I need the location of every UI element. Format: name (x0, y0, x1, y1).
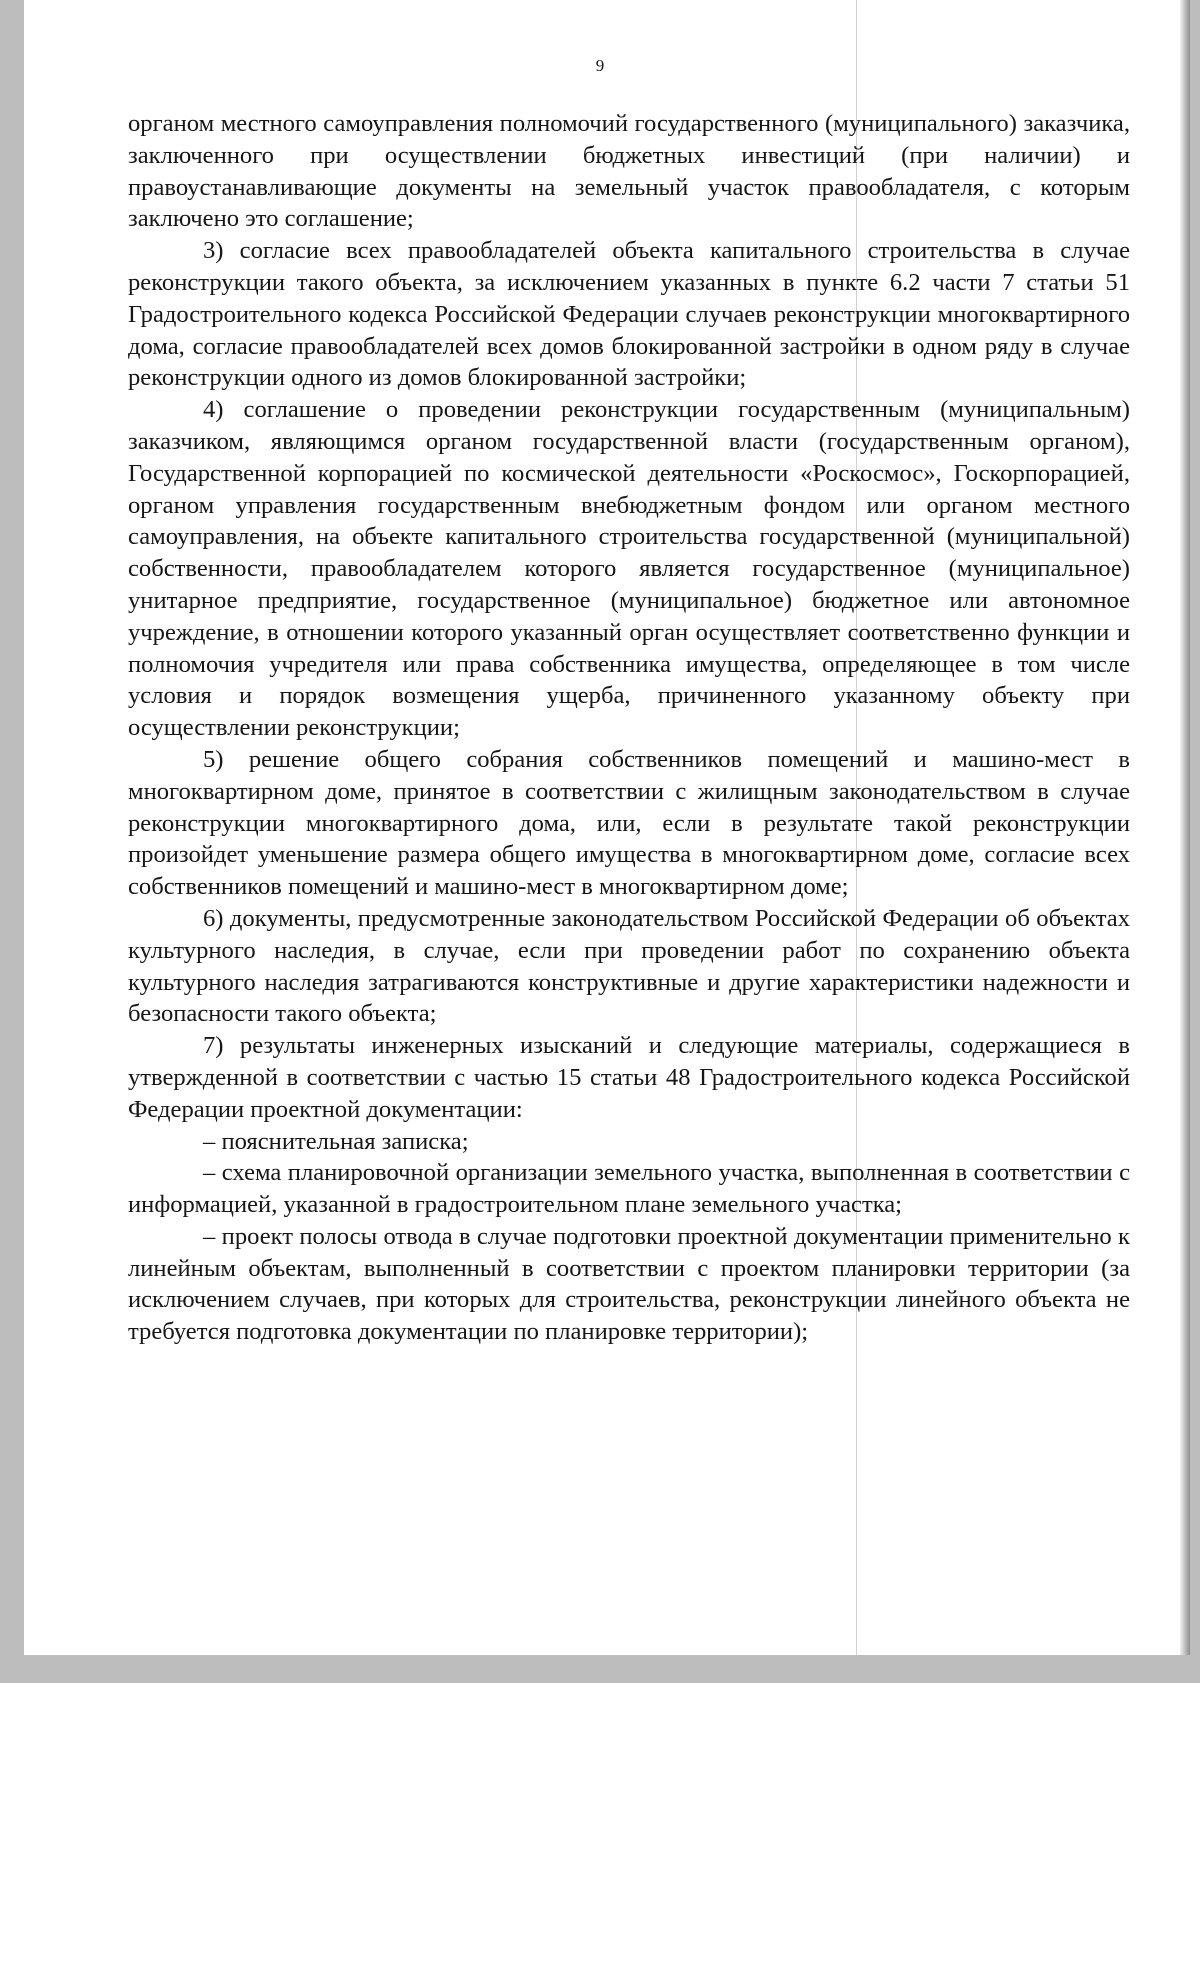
paragraph-item-4: 4) соглашение о проведении реконструкции государственным (муниципальным) заказчиком, являющимся органом государственной власти (государственным органом), Государственной корпорацией по космической деятельности «Роскосмос», Госкорпорацией, органом управления государственным внебюджетным фондом или органом местного самоуправления, на объекте капитального строительства государственной (муниципальной) собственности, правообладателем которого является государственное (муниципальное) унитарное предприятие, государственное (муниципальное) бюджетное или автономное учреждение, в отношении которого указанный орган осуществляет соответственно функции и полномочия учредителя или права собственника имущества, определяющее в том числе условия и порядок возмещения ущерба, причиненного указанному объекту при осуществлении реконструкции; (128, 396, 1130, 742)
paragraph-item-6: 6) документы, предусмотренные законодательством Российской Федерации об объектах культурного наследия, в случае, если при проведении работ по сохранению объекта культурного наследия затрагиваются конструктивные и другие характеристики надежности и безопасности такого объекта; (128, 904, 1130, 1028)
list-item-explanatory-note: – пояснительная записка; (203, 1127, 469, 1155)
paragraph-item-3: 3) согласие всех правообладателей объекта капитального строительства в случае реконструкции такого объекта, за исключением указанных в пункте 6.2 части 7 статьи 51 Градостроительного кодекса Российской Федерации случаев реконструкции многоквартирного дома, согласие правообладателей всех домов блокированной застройки в одном ряду в случае реконструкции одного из домов блокированной застройки; (128, 237, 1130, 392)
page-number: 9 (595, 56, 605, 75)
page-edge-shadow (1180, 0, 1190, 1655)
paragraph-item-7: 7) результаты инженерных изысканий и следующие материалы, содержащиеся в утвержденной в соответствии с частью 15 статьи 48 Градостроительного кодекса Российской Федерации проектной документации: (128, 1032, 1130, 1123)
paragraph-continuation: органом местного самоуправления полномочий государственного (муниципального) заказчика, заключенного при осуществлении бюджетных инвестиций (при наличии) и правоустанавливающие документы на земельный участок правообладателя, с которым заключено это соглашение; (128, 110, 1130, 233)
paragraph-item-5: 5) решение общего собрания собственников помещений и машино-мест в многоквартирном доме, принятое в соответствии с жилищным законодательством в случае реконструкции многоквартирного дома, или, если в результате такой реконструкции произойдет уменьшение размера общего имущества в многоквартирном доме, согласие всех собственников помещений и машино-мест в многоквартирном доме; (128, 745, 1130, 901)
document-body (128, 108, 1130, 1348)
list-item-site-plan-scheme: – схема планировочной организации земельного участка, выполненная в соответствии с информацией, указанной в градостроительном плане земельного участка; (128, 1159, 1130, 1219)
list-item-right-of-way-project: – проект полосы отвода в случае подготовки проектной документации применительно к линейным объектам, выполненный в соответствии с проектом планировки территории (за исключением случаев, при которых для строительства, реконструкции линейного объекта не требуется подготовка документации по планировке территории); (128, 1222, 1130, 1346)
